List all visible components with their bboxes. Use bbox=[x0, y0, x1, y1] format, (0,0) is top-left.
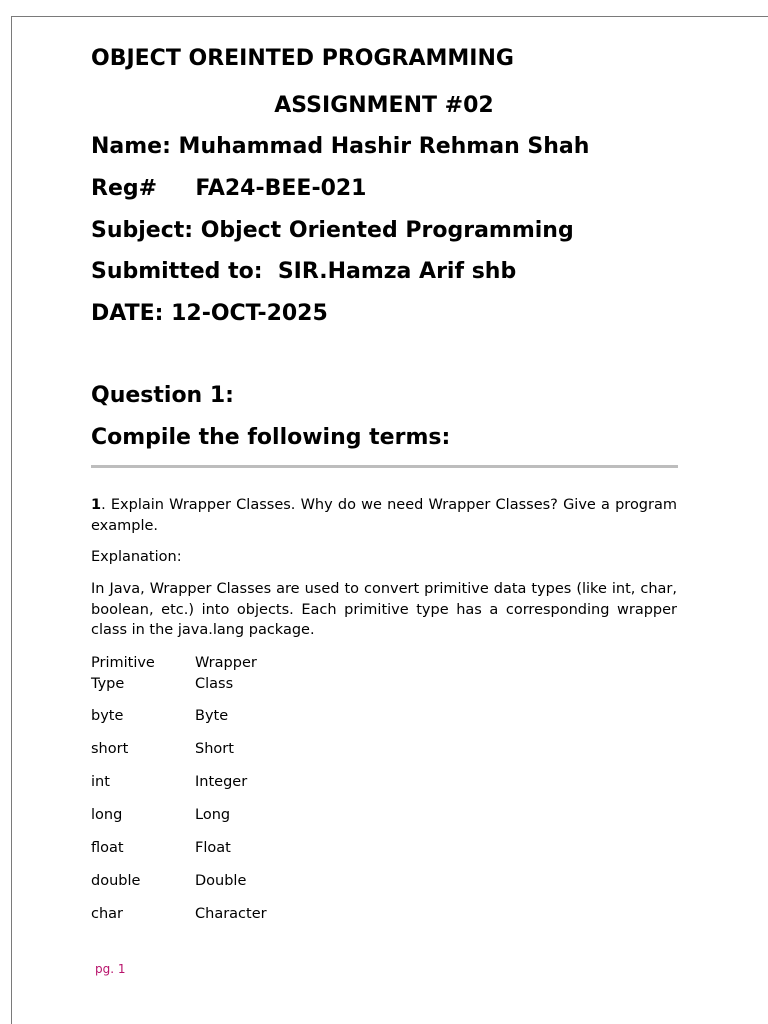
horizontal-rule bbox=[91, 465, 678, 468]
submitted-to-line: Submitted to: SIR.Hamza Arif shb bbox=[91, 259, 517, 284]
table-cell-wrapper: Short bbox=[195, 741, 234, 757]
registration-number: Reg# FA24-BEE-021 bbox=[91, 176, 367, 201]
table-cell-primitive: short bbox=[91, 741, 129, 757]
table-cell-wrapper: Long bbox=[195, 807, 231, 823]
explanation-label: Explanation: bbox=[91, 549, 182, 565]
date-line: DATE: 12-OCT-2025 bbox=[91, 301, 328, 326]
student-name: Name: Muhammad Hashir Rehman Shah bbox=[91, 134, 590, 159]
question-prompt bbox=[91, 495, 677, 536]
table-header-primitive: Primitive Type bbox=[91, 655, 155, 692]
table-cell-primitive: double bbox=[91, 873, 141, 889]
table-cell-primitive: float bbox=[91, 840, 124, 856]
question-number: 1 bbox=[91, 497, 102, 513]
table-header-wrapper: Wrapper Class bbox=[195, 655, 257, 692]
page-edge-left bbox=[11, 16, 12, 1024]
page-edge-top bbox=[11, 16, 768, 17]
question-instruction: Compile the following terms: bbox=[91, 425, 451, 450]
table-cell-wrapper: Double bbox=[195, 873, 247, 889]
table-cell-primitive: int bbox=[91, 774, 110, 790]
table-cell-wrapper: Integer bbox=[195, 774, 248, 790]
question-title: Question 1: bbox=[91, 383, 234, 408]
table-cell-wrapper: Character bbox=[195, 906, 267, 922]
table-cell-primitive: long bbox=[91, 807, 123, 823]
table-cell-wrapper: Float bbox=[195, 840, 231, 856]
assignment-title: ASSIGNMENT #02 bbox=[274, 93, 494, 118]
table-cell-primitive: byte bbox=[91, 708, 124, 724]
table-cell-primitive: char bbox=[91, 906, 124, 922]
table-cell-wrapper: Byte bbox=[195, 708, 229, 724]
subject-line: Subject: Object Oriented Programming bbox=[91, 218, 574, 243]
course-title: OBJECT OREINTED PROGRAMMING bbox=[91, 46, 514, 71]
page-number: pg. 1 bbox=[95, 962, 126, 976]
explanation-text: In Java, Wrapper Classes are used to convert primitive data types (like int, char, boolean, etc.) into objects. Each primitive type has a corresponding wrapper class in the java.lang package. bbox=[91, 581, 677, 638]
question-text: . Explain Wrapper Classes. Why do we need Wrapper Classes? Give a program example. bbox=[91, 497, 677, 534]
